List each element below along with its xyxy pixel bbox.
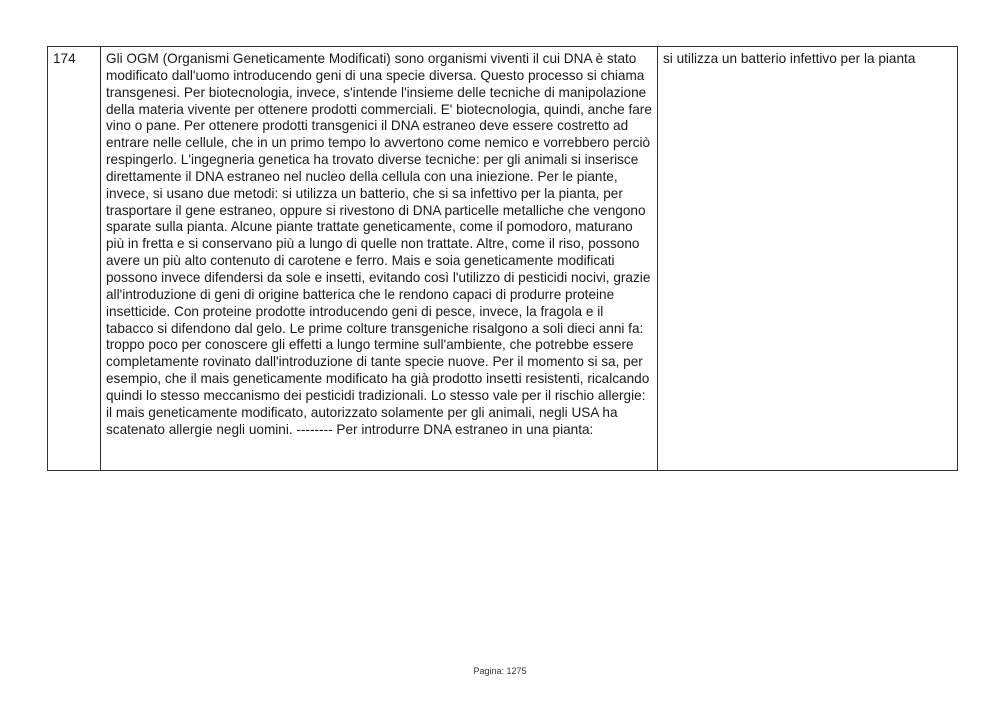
page-number: Pagina: 1275	[473, 666, 527, 676]
question-number: 174	[48, 47, 101, 471]
question-table	[47, 46, 958, 471]
question-text: Gli OGM (Organismi Geneticamente Modificati) sono organismi viventi il cui DNA è stato modificato dall'uomo introducendo geni di una specie diversa. Questo processo si chiama transgenesi. Per biotecnologia, invece, s'intende l'insieme delle tecniche di manipolazione della materia vivente per ottenere prodotti commerciali. E' biotecnologia, quindi, anche fare vino o pane. Per ottenere prodotti transgenici il DNA estraneo deve essere costretto ad entrare nelle cellule, che in un primo tempo lo avvertono come nemico e vorrebbero perciò respingerlo. L'ingegneria genetica ha trovato diverse tecniche: per gli animali si inserisce direttamente il DNA estraneo nel nucleo della cellula con una iniezione. Per le piante, invece, si usano due metodi: si utilizza un batterio, che si sa infettivo per la pianta, per trasportare il gene estraneo, oppure si rivestono di DNA particelle metalliche che vengono sparate sulla pianta. Alcune piante trattate geneticamente, come il pomodoro, maturano più in fretta e si conservano più a lungo di quelle non trattate. Altre, come il riso, possono avere un più alto contenuto di carotene e ferro. Mais e soia geneticamente modificati possono invece difendersi da sole e insetti, evitando così l'utilizzo di pesticidi nocivi, grazie all'introduzione di geni di origine batterica che le rendono capaci di produrre proteine insetticide. Con proteine prodotte introducendo geni di pesce, invece, la fragola e il tabacco si difendono dal gelo. Le prime colture transgeniche risalgono a soli dieci anni fa: troppo poco per conoscere gli effetti a lungo termine sull'ambiente, che potrebbe essere completamente rovinato dall'introduzione di tante specie nuove. Per il momento si sa, per esempio, che il mais geneticamente modificato ha già prodotto insetti resistenti, ricalcando quindi lo stesso meccanismo dei pesticidi tradizionali. Lo stesso vale per il rischio allergie: il mais geneticamente modificato, autorizzato solamente per gli animali, negli USA ha scatenato allergie negli uomini. -------- Per introdurre DNA estraneo in una pianta:	[101, 47, 658, 471]
answer-text: si utilizza un batterio infettivo per la pianta	[658, 47, 958, 471]
table-row	[48, 47, 958, 471]
